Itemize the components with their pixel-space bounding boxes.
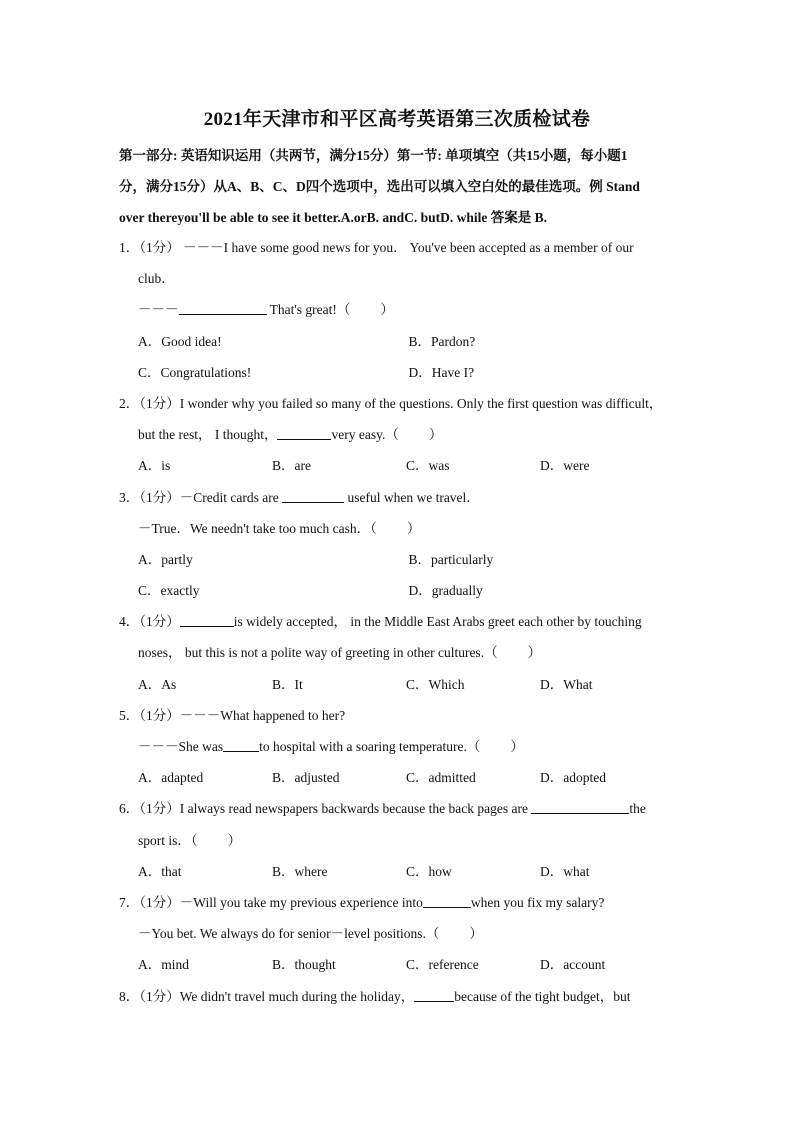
option-b[interactable]: B．It [272, 676, 303, 692]
answer-blank[interactable] [179, 300, 267, 315]
question-text [119, 793, 679, 824]
question-text-segment: but the rest， I thought， [138, 427, 278, 443]
option-c[interactable]: C．exactly [138, 583, 200, 599]
option-a[interactable]: A．partly [138, 551, 193, 567]
question-text-segment: ） [428, 427, 443, 443]
instruction-line: 分，满分15分）从A、B、C、D四个选项中，选出可以填入空白处的最佳选项。例 Stand [119, 179, 640, 194]
answer-blank[interactable] [180, 612, 234, 627]
question-text [119, 637, 679, 668]
question-text-segment: －True．We needn't take too much cash．（ [138, 520, 377, 536]
question-text [119, 825, 679, 856]
options-row [119, 669, 679, 700]
answer-blank[interactable] [282, 488, 344, 503]
instruction-line: 第一部分: 英语知识运用（共两节，满分15分）第一节: 单项填空（共15小题，每小题1 [119, 148, 628, 163]
question-8 [119, 981, 679, 1012]
dialogue-dash: －－－ [138, 302, 179, 318]
question-text-segment: ） [527, 645, 542, 661]
question-3 [119, 482, 679, 607]
options-row [119, 762, 679, 793]
option-a[interactable]: A．Good idea! [138, 333, 222, 349]
question-text [119, 482, 679, 513]
question-text-segment: sport is．（ [138, 832, 198, 848]
option-d[interactable]: D．were [540, 458, 590, 474]
options-row [119, 326, 679, 357]
option-c[interactable]: C．Which [406, 676, 465, 692]
option-a[interactable]: A．adapted [138, 770, 204, 786]
question-text [119, 918, 679, 949]
question-text-segment: ） [406, 520, 421, 536]
option-b[interactable]: B．Pardon? [408, 333, 476, 349]
options-row [119, 949, 679, 980]
option-c[interactable]: C．admitted [406, 770, 476, 786]
question-text-segment: when you fix my salary? [470, 894, 605, 910]
option-a[interactable]: A．is [138, 458, 171, 474]
question-text-segment: That's great!（ [266, 302, 351, 318]
question-4 [119, 606, 679, 700]
question-text-segment: ） [469, 926, 483, 942]
options-row [119, 450, 679, 481]
question-2 [119, 388, 679, 482]
option-c[interactable]: C．Congratulations! [138, 364, 252, 380]
question-7 [119, 887, 679, 981]
options-row [119, 357, 679, 388]
option-d[interactable]: D．account [540, 957, 606, 973]
answer-blank[interactable] [423, 893, 471, 908]
option-a[interactable]: A．that [138, 863, 182, 879]
question-text-segment: 7．（1分）－Will you take my previous experience into [119, 894, 423, 910]
question-text-segment: 4．（1分） [119, 614, 180, 630]
option-d[interactable]: D．adopted [540, 770, 606, 786]
question-text: 2．（1分）I wonder why you failed so many of the questions. Only the first question was difficult， [119, 395, 663, 411]
question-text-segment: to hospital with a soaring temperature.（ [259, 739, 481, 754]
question-text-segment: very easy.（ [331, 427, 399, 443]
answer-blank[interactable] [414, 987, 454, 1002]
option-c[interactable]: C．how [406, 863, 452, 879]
question-text [119, 981, 679, 1012]
question-text-segment: ） [510, 739, 524, 754]
question-text-segment: ） [227, 832, 242, 848]
answer-blank[interactable] [277, 425, 331, 440]
question-text [119, 887, 679, 918]
options-row [119, 856, 679, 887]
option-b[interactable]: B．particularly [408, 551, 494, 567]
option-d[interactable]: D．What [540, 676, 593, 692]
question-text [119, 606, 679, 637]
option-b[interactable]: B．where [272, 863, 328, 879]
question-text [119, 513, 679, 544]
option-b[interactable]: B．are [272, 458, 311, 474]
question-list [119, 232, 679, 1012]
question-text: 1．（1分） －－－I have some good news for you． You've been accepted as a member of our [119, 240, 634, 255]
question-text-segment: ） [380, 302, 394, 318]
question-text-segment: because of the tight budget，but [454, 988, 631, 1004]
answer-blank[interactable] [531, 799, 629, 814]
section-instructions [119, 140, 679, 233]
question-text [119, 731, 679, 762]
question-text-segment: the [629, 801, 646, 817]
question-text-segment: －－－She was [138, 739, 224, 754]
question-text [119, 294, 679, 325]
option-d[interactable]: D．what [540, 863, 590, 879]
option-b[interactable]: B．thought [272, 957, 336, 973]
question-text: club． [138, 271, 175, 287]
instruction-line: over thereyou'll be able to see it better.A.orB. andC. butD. while 答案是 B. [119, 210, 547, 225]
answer-blank[interactable] [223, 737, 259, 752]
question-text-segment: useful when we travel． [344, 489, 480, 505]
question-text [119, 419, 679, 450]
question-text-segment: is widely accepted， in the Middle East Arabs greet each other by touching [233, 614, 642, 630]
question-text-segment: 6．（1分）I always read newspapers backwards because the back pages are [119, 801, 532, 817]
option-c[interactable]: C．reference [406, 957, 479, 973]
option-c[interactable]: C．was [406, 458, 450, 474]
option-a[interactable]: A．As [138, 676, 177, 692]
question-text-segment: －You bet. We always do for senior－level positions.（ [138, 926, 440, 942]
option-a[interactable]: A．mind [138, 957, 190, 973]
options-row [119, 544, 679, 575]
question-5 [119, 700, 679, 794]
question-text: 5．（1分）－－－What happened to her? [119, 707, 346, 723]
options-row [119, 575, 679, 606]
question-6 [119, 793, 679, 887]
page-title: 2021年天津市和平区高考英语第三次质检试卷 [203, 109, 591, 130]
question-text-segment: 8．（1分）We didn't travel much during the holiday， [119, 988, 415, 1004]
question-text-segment: 3．（1分）－Credit cards are [119, 489, 283, 505]
question-text-segment: noses， but this is not a polite way of greeting in other cultures.（ [138, 645, 498, 661]
option-d[interactable]: D．gradually [408, 583, 483, 599]
question-1 [119, 232, 679, 388]
option-d[interactable]: D．Have I? [408, 364, 475, 380]
option-b[interactable]: B．adjusted [272, 770, 340, 786]
